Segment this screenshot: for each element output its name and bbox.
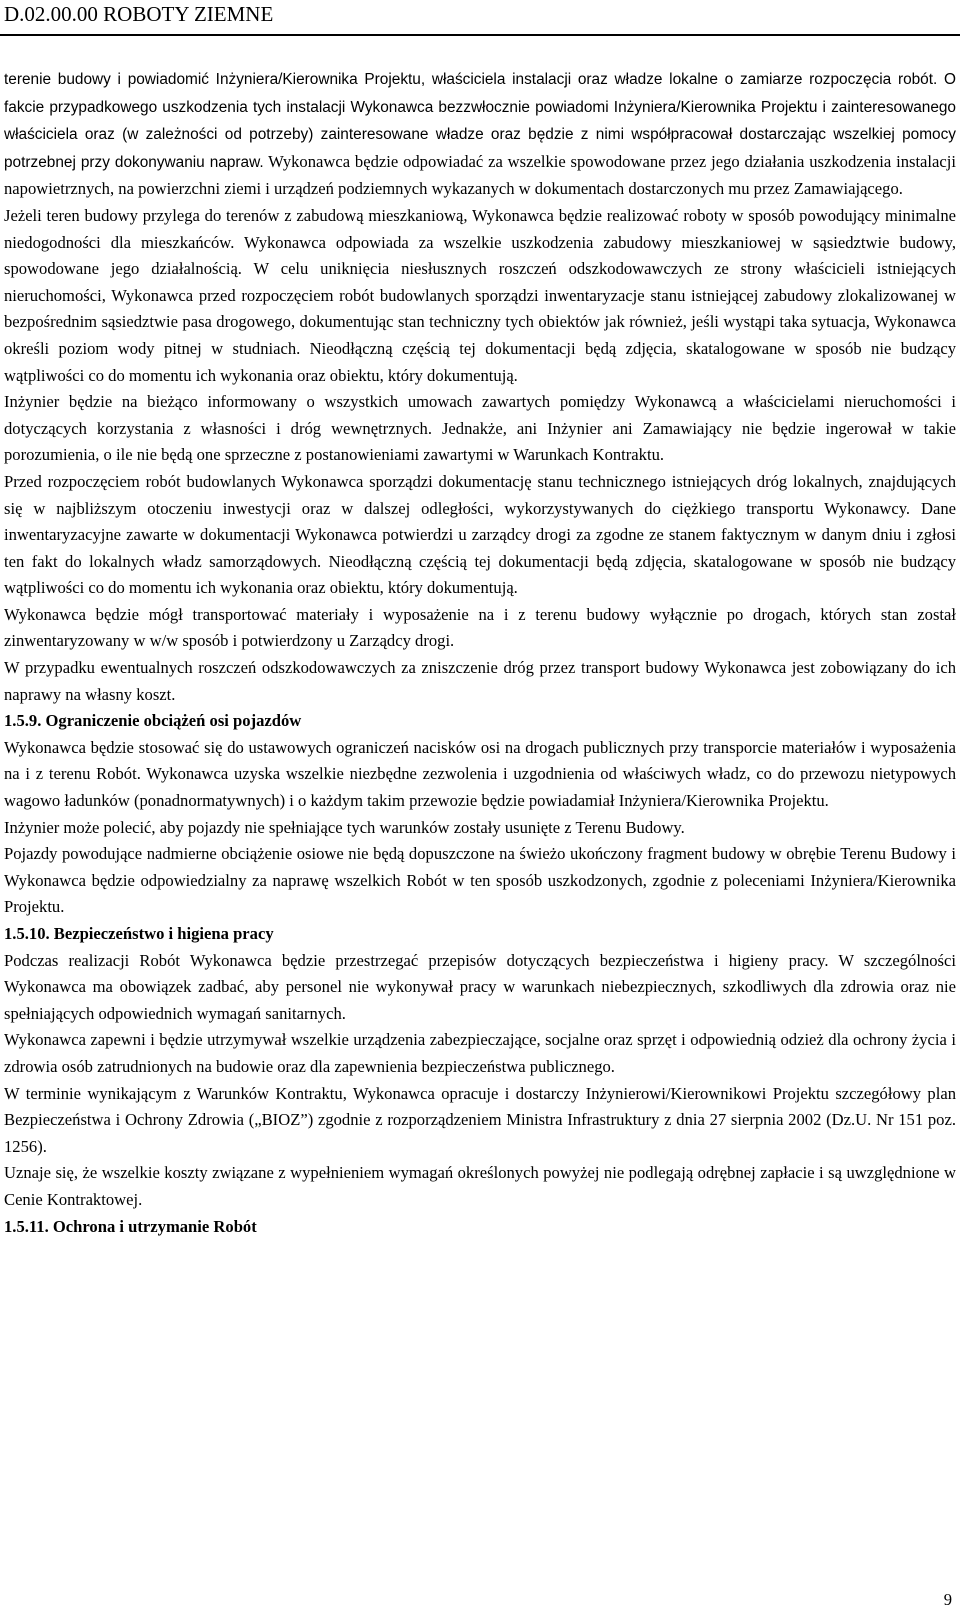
paragraph-text: Wykonawca będzie mógł transportować materiały i wyposażenie na i z terenu budowy wyłącznie po drogach, których stan został zinwentaryzowany w w/w sposób i potwierdzony u Zarządcy drogi. [4, 604, 956, 651]
paragraph [4, 203, 956, 389]
paragraph [4, 948, 956, 1028]
section-heading [4, 708, 956, 735]
paragraph [4, 1160, 956, 1213]
section-heading [4, 1214, 956, 1241]
paragraph-text: Wykonawca zapewni i będzie utrzymywał wszelkie urządzenia zabezpieczające, socjalne oraz sprzęt i odpowiednią odzież dla ochrony życia i zdrowia osób zatrudnionych na budowie oraz dla zapewnienia bezpieczeństwa publicznego. [4, 1030, 956, 1076]
paragraph [4, 469, 956, 602]
document-body [4, 66, 956, 1240]
paragraph-text: W przypadku ewentualnych roszczeń odszkodowawczych za zniszczenie dróg przez transport budowy Wykonawca jest zobowiązany do ich naprawy na własny koszt. [4, 658, 956, 704]
paragraph-text: Uznaje się, że wszelkie koszty związane z wypełnieniem wymagań określonych powyżej nie podlegają odrębnej zapłacie i są uwzględnione w Cenie Kontraktowej. [4, 1163, 956, 1209]
paragraph-text: W terminie wynikającym z Warunków Kontraktu, Wykonawca opracuje i dostarczy Inżynierowi/Kierownikowi Projektu szczegółowy plan Bezpieczeństwa i Ochrony Zdrowia („BIOZ”) zgodnie z rozporządzeniem Ministra Infrastruktury z dnia 27 sierpnia 2002 (Dz.U. Nr 151 poz. 1256). [4, 1083, 956, 1156]
section-heading-text: 1.5.10. Bezpieczeństwo i higiena pracy [4, 924, 274, 943]
header-divider [0, 34, 960, 36]
section-heading-text: 1.5.11. Ochrona i utrzymanie Robót [4, 1216, 257, 1236]
paragraph-text: Pojazdy powodujące nadmierne obciążenie osiowe nie będą dopuszczone na świeżo ukończony fragment budowy w obrębie Terenu Budowy i Wykonawca będzie odpowiedzialny za naprawę wszelkich Robót w ten sposób uszkodzonych, zgodnie z poleceniami Inżyniera/Kierownika Projektu. [4, 844, 956, 917]
paragraph [4, 841, 956, 921]
paragraph [4, 389, 956, 469]
paragraph-text: Wykonawca będzie stosować się do ustawowych ograniczeń nacisków osi na drogach publicznych przy transporcie materiałów i wyposażenia na i z terenu Robót. Wykonawca uzyska wszelkie niezbędne zezwolenia i uzgodnienia od właściwych władz, co do przewozu nietypowych wagowo ładunków (ponadnormatywnych) i o każdym takim przewozie będzie powiadamiał Inżyniera/Kierownika Projektu. [4, 737, 956, 811]
paragraph-text: Inżynier może polecić, aby pojazdy nie spełniające tych warunków zostały usunięte z Terenu Budowy. [4, 817, 685, 837]
paragraph [4, 735, 956, 815]
page-header-title: D.02.00.00 ROBOTY ZIEMNE [4, 2, 274, 26]
paragraph [4, 1081, 956, 1161]
paragraph [4, 655, 956, 708]
paragraph [4, 66, 956, 203]
paragraph [4, 602, 956, 655]
paragraph-text: Jeżeli teren budowy przylega do terenów z zabudową mieszkaniową, Wykonawca będzie realizować roboty w sposób powodujący minimalne niedogodności dla mieszkańców. Wykonawca odpowiada za wszelkie uszkodzenia zabudowy mieszkaniowej w sąsiedztwie budowy, spowodowane jego działalnością. W celu uniknięcia niesłusznych roszczeń odszkodowawczych ze strony właścicieli istniejących nieruchomości, Wykonawca przed rozpoczęciem robót budowlanych sporządzi inwentaryzacje stanu istniejącej zabudowy zlokalizowanej w bezpośrednim sąsiedztwie pasa drogowego, dokumentując stan techniczny tych obiektów jak również, jeśli wystąpi taka sytuacja, Wykonawca określi poziom wody pitnej w studniach. Nieodłączną częścią tej dokumentacji będą zdjęcia, skatalogowane w sposób nie budzący wątpliwości co do momentu ich wykonania oraz obiektu, który dokumentują. [4, 205, 956, 385]
page-number: 9 [943, 1590, 952, 1609]
paragraph [4, 815, 956, 842]
section-heading [4, 921, 956, 948]
section-heading-text: 1.5.9. Ograniczenie obciążeń osi pojazdów [4, 711, 302, 731]
paragraph [4, 1027, 956, 1080]
paragraph-text: Wykonawca będzie odpowiadać za wszelkie spowodowane przez jego działania uszkodzenia instalacji napowietrznych, na powierzchni ziemi i urządzeń podziemnych wykazanych w dokumentach dostarczonych mu przez Zamawiającego. [4, 151, 956, 199]
paragraph-text: Przed rozpoczęciem robót budowlanych Wykonawca sporządzi dokumentację stanu technicznego istniejących dróg lokalnych, znajdujących się w najbliższym otoczeniu inwestycji oraz w dalszej odległości, wykorzystywanych do ciężkiego transportu Wykonawcy. Dane inwentaryzacyjne zawarte w dokumentacji Wykonawca potwierdzi u zarządcy drogi za zgodne ze stanem faktycznym w danym dniu i zgłosi ten fakt do lokalnych władz samorządowych. Nieodłączną częścią tej dokumentacji będą zdjęcia, skatalogowane w sposób nie budzący wątpliwości co do momentu ich wykonania oraz obiektu, który dokumentują. [4, 471, 956, 598]
paragraph-text: terenie budowy i powiadomić Inżyniera/Kierownika Projektu, właściciela instalacji oraz władze lokalne o zamiarze rozpoczęcia robót. O fakcie przypadkowego uszkodzenia tych instalacji Wykonawca bezzwłocznie powiadomi Inżyniera/Kierownika Projektu i zainteresowanego właściciela oraz (w zależności od potrzeby) zainteresowane władze oraz będzie z nimi współpracował dostarczając wszelkiej pomocy potrzebnej przy dokonywaniu napraw. [4, 71, 956, 171]
paragraph-text: Inżynier będzie na bieżąco informowany o wszystkich umowach zawartych pomiędzy Wykonawcą a właścicielami nieruchomości i dotyczących korzystania z własności i dróg wewnętrznych. Jednakże, ani Inżynier ani Zamawiający nie będzie ingerował w takie porozumienia, o ile nie będą one sprzeczne z postanowieniami zawartymi w Warunkach Kontraktu. [4, 392, 956, 465]
paragraph-text: Podczas realizacji Robót Wykonawca będzie przestrzegać przepisów dotyczących bezpieczeństwa i higieny pracy. W szczególności Wykonawca ma obowiązek zadbać, aby personel nie wykonywał pracy w warunkach niebezpiecznych, szkodliwych dla zdrowia oraz nie spełniających odpowiednich wymagań sanitarnych. [4, 950, 956, 1023]
